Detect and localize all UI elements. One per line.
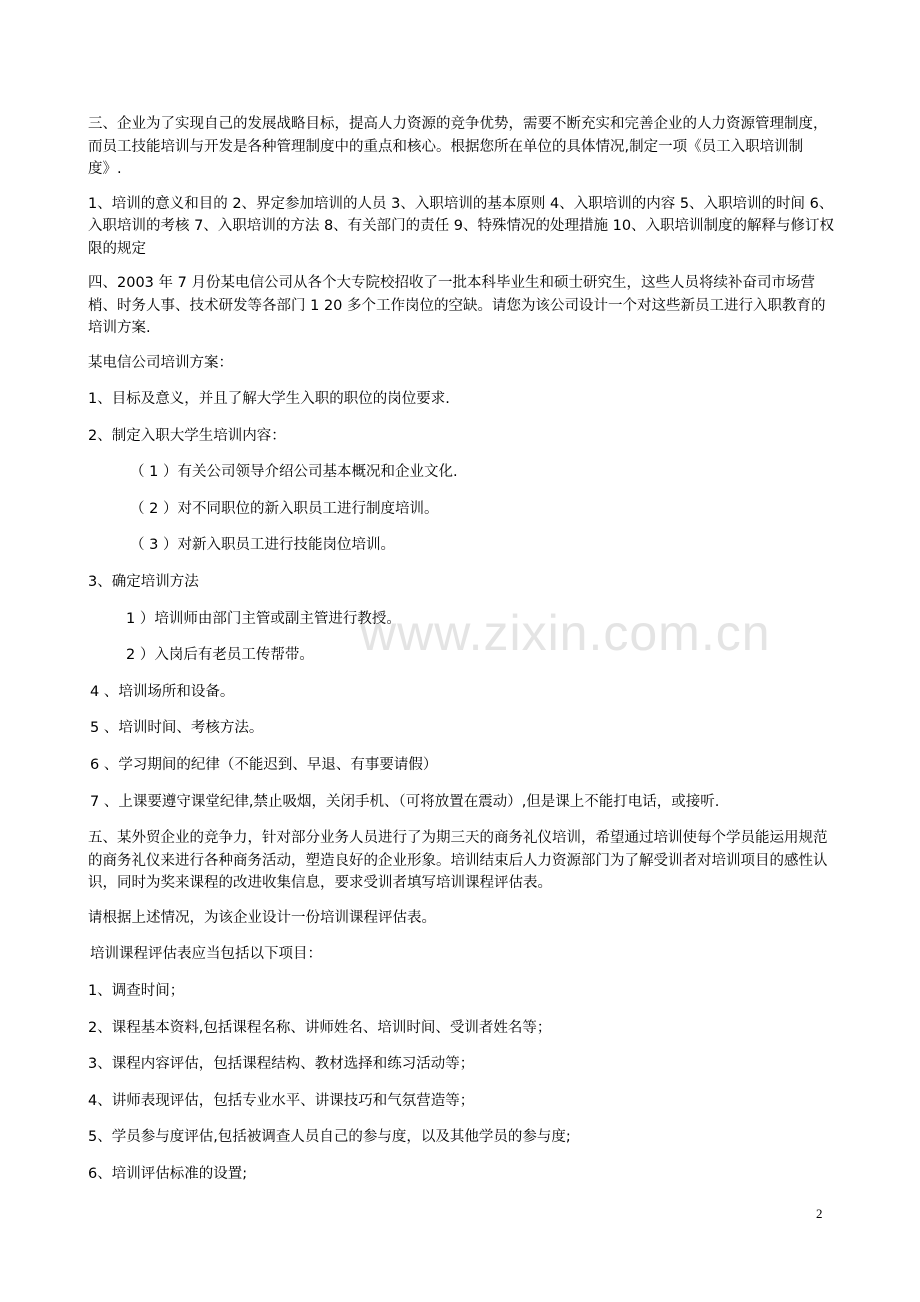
evaluation-item-1: 1、调查时间； xyxy=(88,982,185,999)
plan-subitem-3-2: 2 ）入岗后有老员工传帮带。 xyxy=(126,647,314,664)
watermark: www.zixin.com.cn xyxy=(360,605,771,661)
plan-item-7: 7 、上课要遵守课堂纪律,禁止吸烟，关闭手机、（可将放置在震动）,但是课上不能打电话，或接听. xyxy=(90,793,720,810)
paragraph-question-5: 五、某外贸企业的竞争力，针对部分业务人员进行了为期三天的商务礼仪培训，希望通过培训使每个学员能运用规范的商务礼仪来进行各种商务活动，塑造良好的企业形象。培训结束后人力资源部门为了解受训者对培训项目的感性认识，同时为奖来课程的改进收集信息，要求受训者填写培训课程评估表。 xyxy=(88,830,828,892)
paragraph-answer-3: 1、培训的意义和目的 2、界定参加培训的人员 3、入职培训的基本原则 4、入职培训的内容 5、入职培训的时间 6、入职培训的考核 7、入职培训的方法 8、有关部门的责任 9、特殊情况的处理措施 10、入职培训制度的解释与修订权限的规定 xyxy=(88,195,835,257)
evaluation-item-2: 2、课程基本资料,包括课程名称、讲师姓名、培训时间、受训者姓名等； xyxy=(88,1019,552,1036)
evaluation-item-4: 4、讲师表现评估，包括专业水平、讲课技巧和气氛营造等； xyxy=(88,1092,475,1109)
plan-subitem-2-3: （ 3 ）对新入职员工进行技能岗位培训。 xyxy=(130,537,395,554)
evaluation-intro: 培训课程评估表应当包括以下项目： xyxy=(90,946,322,963)
paragraph-question-3: 三、企业为了实现自己的发展战略目标，提高人力资源的竞争优势，需要不断充实和完善企业的人力资源管理制度，而员工技能培训与开发是各种管理制度中的重点和核心。根据您所在单位的具体情况,制定一项《员工入职培训制度》. xyxy=(88,116,828,177)
page-number: 2 xyxy=(816,1206,823,1221)
plan-item-5: 5 、培训时间、考核方法。 xyxy=(90,720,264,737)
plan-item-3: 3、确定培训方法 xyxy=(88,574,199,591)
plan-item-2: 2、制定入职大学生培训内容： xyxy=(88,427,286,444)
evaluation-item-6: 6、培训评估标准的设置; xyxy=(88,1165,248,1182)
plan-subitem-3-1: 1 ）培训师由部门主管或副主管进行教授。 xyxy=(126,610,401,627)
plan-item-6: 6 、学习期间的纪律（不能迟到、早退、有事要请假） xyxy=(90,757,438,774)
plan-title: 某电信公司培训方案： xyxy=(88,354,233,371)
plan-subitem-2-2: （ 2 ）对不同职位的新入职员工进行制度培训。 xyxy=(130,500,439,517)
document-body xyxy=(88,113,836,1199)
instruction-line: 请根据上述情况，为该企业设计一份培训课程评估表。 xyxy=(88,909,436,926)
plan-subitem-2-1: （ 1 ）有关公司领导介绍公司基本概况和企业文化. xyxy=(130,464,458,481)
plan-item-1: 1、目标及意义，并且了解大学生入职的职位的岗位要求. xyxy=(88,391,450,408)
evaluation-item-5: 5、学员参与度评估,包括被调查人员自己的参与度，以及其他学员的参与度; xyxy=(88,1129,571,1146)
paragraph-question-4: 四、2003 年 7 月份某电信公司从各个大专院校招收了一批本科毕业生和硕士研究生，这些人员将续补奋司市场营梢、时务人事、技术研发等各部门 1 20 多个工作岗位的空缺。请您为该公司设计一个对这些新员工进行入职教育的培训方案. xyxy=(88,275,826,336)
evaluation-item-3: 3、课程内容评估，包括课程结构、教材选择和练习活动等； xyxy=(88,1056,475,1073)
plan-item-4: 4 、培训场所和设备。 xyxy=(90,683,235,700)
